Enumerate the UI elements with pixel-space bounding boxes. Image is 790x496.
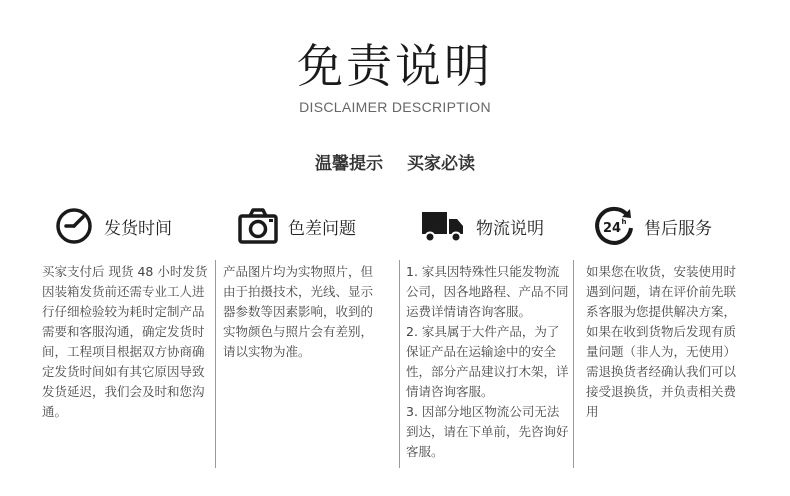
clock-icon (52, 204, 96, 248)
column-divider (215, 260, 216, 468)
page-subtitle: DISCLAIMER DESCRIPTION (299, 99, 491, 115)
tip-buyer-must-read: 买家必读 (407, 154, 475, 174)
24h-service-icon (592, 204, 636, 248)
camera-icon (236, 204, 280, 248)
paragraph: 1. 家具因特殊性只能发物流公司，因各地路程、产品不同运费详情请咨询客服。 (406, 264, 569, 319)
tip-reminder: 温馨提示 (315, 154, 383, 174)
color-difference-heading (236, 204, 356, 248)
icon-24-text: 24 (602, 221, 622, 236)
column-divider (573, 260, 574, 468)
after-sales-text (586, 262, 748, 422)
logistics-text (406, 262, 570, 462)
logistics-heading (418, 204, 544, 248)
after-sales-label: 售后服务 (644, 218, 712, 239)
icon-h-text: h (621, 218, 627, 226)
paragraph: 如果您在收货，安装使用时遇到问题，请在评价前先联系客服为您提供解决方案，如果在收到货物后发现有质量问题（非人为，无使用）需退换货者经确认我们可以接受退换货，并负责相关费用 (586, 264, 737, 419)
after-sales-heading (592, 204, 712, 248)
paragraph: 产品图片均为实物照片，但由于拍摄技术，光线、显示器参数等因素影响，收到的实物颜色与照片会有差别，请以实物为准。 (223, 264, 374, 359)
shipping-time-text (42, 262, 214, 422)
color-difference-label: 色差问题 (288, 218, 356, 239)
paragraph: 2. 家具属于大件产品，为了保证产品在运输途中的安全性，部分产品建议打木架，详情请咨询客服。 (406, 324, 569, 399)
tips-line (0, 149, 790, 174)
paragraph: 买家支付后 现货 48 小时发货 因装箱发货前还需专业工人进行仔细检验较为耗时定制产品需要和客服沟通，确定发货时间，工程项目根据双方协商确定发货时间如有其它原因导致发货延迟，我们会及时和您沟通。 (42, 264, 208, 419)
color-difference-text (223, 262, 385, 362)
paragraph: 3. 因部分地区物流公司无法到达，请在下单前，先咨询好客服。 (406, 404, 569, 459)
column-divider (399, 260, 400, 468)
truck-icon (418, 204, 468, 248)
shipping-time-label: 发货时间 (104, 218, 172, 239)
logistics-label: 物流说明 (476, 218, 544, 239)
page-title: 免责说明 (297, 39, 493, 93)
shipping-time-heading (52, 204, 172, 248)
